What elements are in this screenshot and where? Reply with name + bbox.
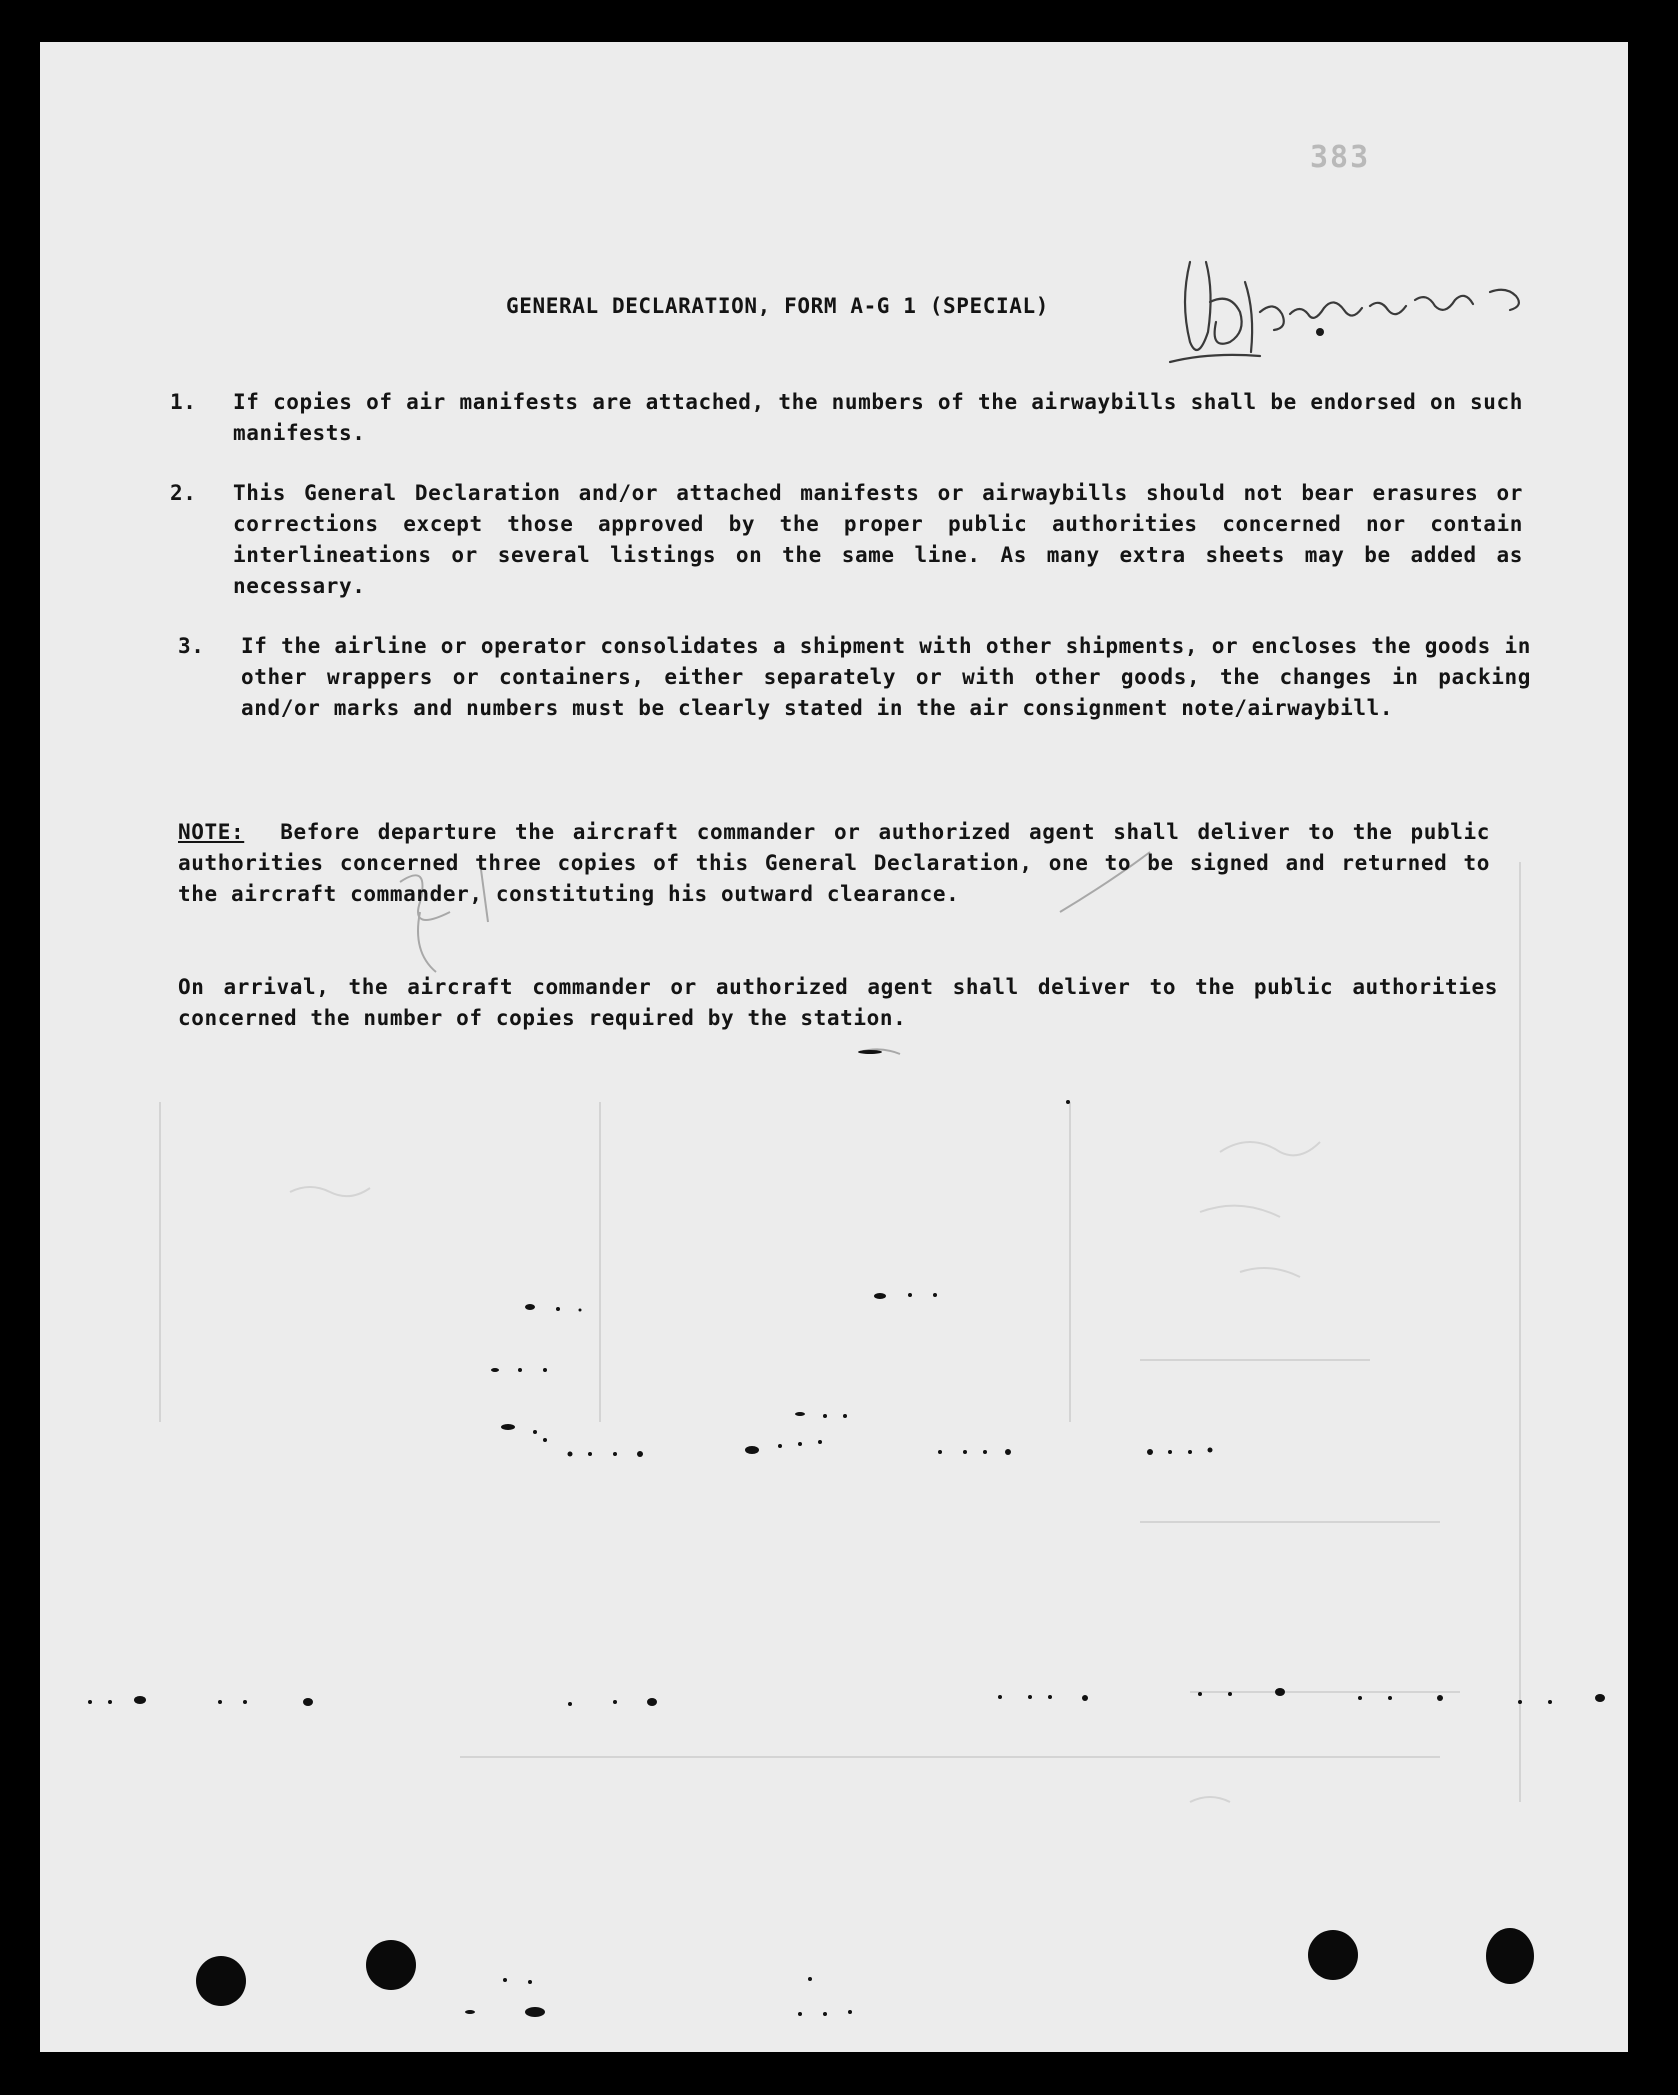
item-number: 3. [178, 634, 205, 658]
document-page [40, 42, 1628, 2052]
punch-hole [1308, 1930, 1358, 1980]
punch-hole [196, 1956, 246, 2006]
item-text: If the airline or operator consolidates a shipment with other shipments, or encloses the goods in other wrappers or containers, either separately or with other goods, the changes in packing and/or marks and numbers must be clearly stated in the air consignment note/airwaybill. [241, 634, 1531, 720]
item-text: If copies of air manifests are attached, the numbers of the airwaybills shall be endorsed on such manifests. [233, 390, 1523, 445]
page-number: 383 [1310, 140, 1371, 175]
punch-residue-specks [40, 42, 1628, 2052]
note-text: Before departure the aircraft commander or authorized agent shall deliver to the public authorities concerned three copies of this General Declaration, one to be signed and returned to the aircraft commander, constituting his outward clearance. [178, 820, 1490, 906]
punch-hole [366, 1940, 416, 1990]
document-title: GENERAL DECLARATION, FORM A-G 1 (SPECIAL) [506, 294, 1049, 318]
item-number: 1. [170, 390, 197, 414]
note-label: NOTE: [178, 820, 245, 844]
item-text: This General Declaration and/or attached manifests or airwaybills should not bear erasures or corrections except those approved by the proper public authorities concerned nor contain interlineations or several listings on the same line. As many extra sheets may be added as necessary. [233, 481, 1523, 598]
arrival-paragraph: On arrival, the aircraft commander or authorized agent shall deliver to the public authorities concerned the number of copies required by the station. [178, 975, 1498, 1030]
item-number: 2. [170, 481, 197, 505]
punch-hole [1486, 1928, 1534, 1984]
